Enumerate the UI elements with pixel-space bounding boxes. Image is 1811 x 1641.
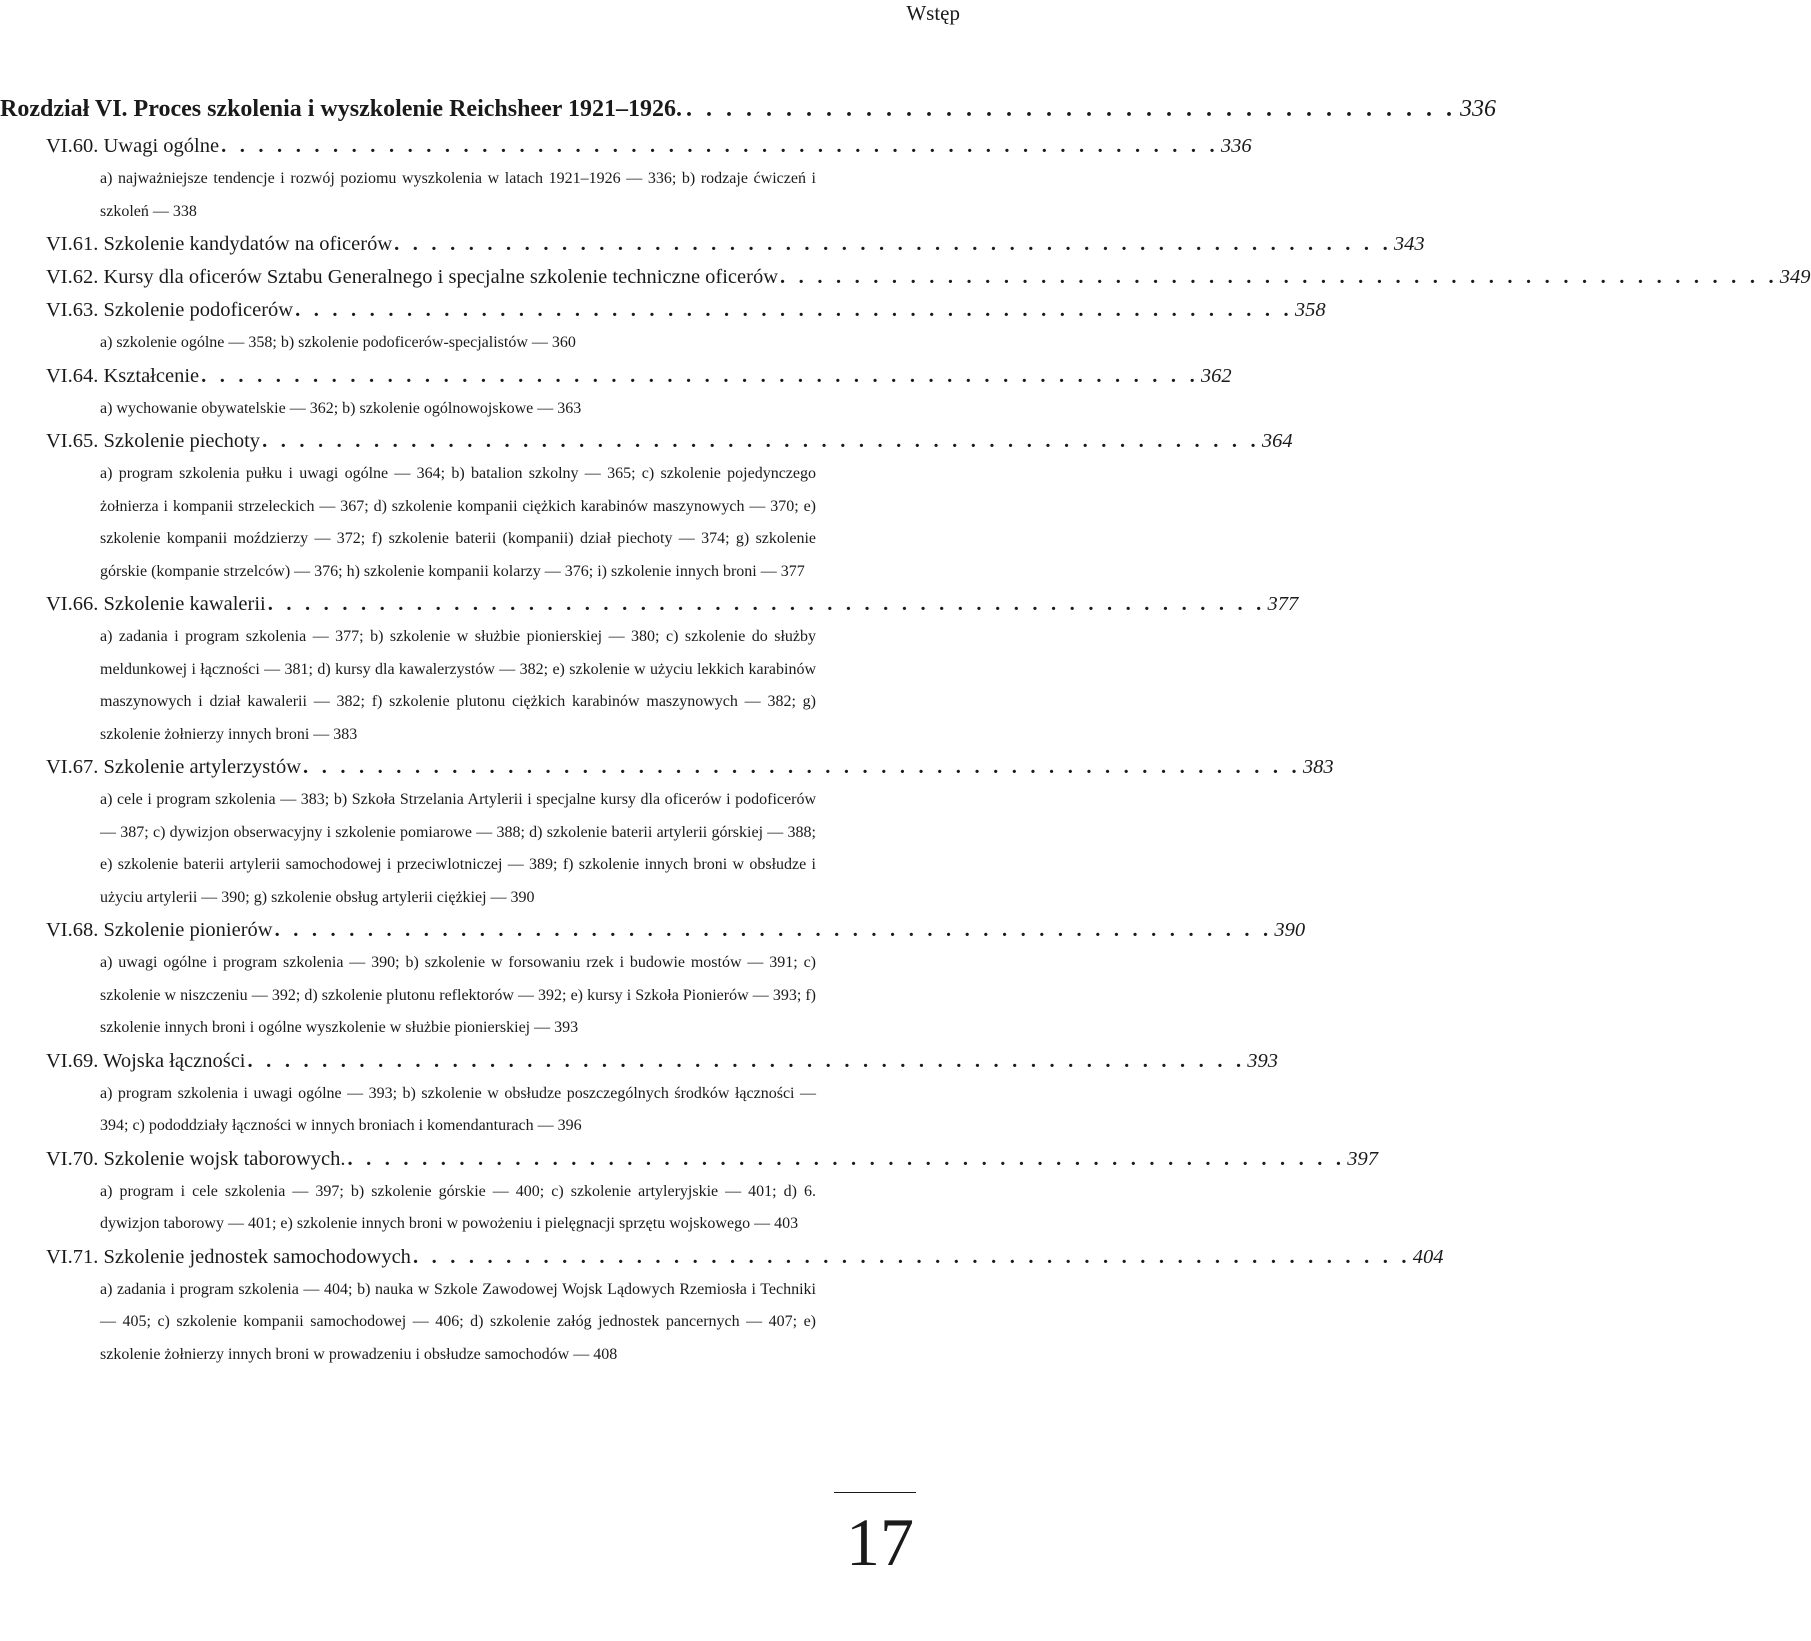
toc-subentries: a) uwagi ogólne i program szkolenia — 390; b) szkolenie w forsowaniu rzek i budowie mostów — 391; c) szkolenie w niszczeniu — 392; d) szkolenie plutonu reflektorów — 392; e) kursy i Szkoła Pionierów — 393; f) szkolenie innych broni i ogólne wyszkolenie w służbie pionierskiej — 393 — [100, 954, 816, 1036]
toc-entry[interactable] — [46, 1143, 1379, 1176]
toc-entry-title: VI.70. Szkolenie wojsk taborowych. — [46, 1147, 346, 1170]
toc-subentries: a) program szkolenia pułku i uwagi ogólne — 364; b) batalion szkolny — 365; c) szkolenie pojedynczego żołnierza i kompanii strzeleckich — 367; d) szkolenie kompanii ciężkich karabinów maszynowych — 370; e) szkolenie kompanii moździerzy — 372; f) szkolenie baterii (kompanii) dział piechoty — 374; g) szkolenie górskie (kompanie strzelców) — 376; h) szkolenie kompanii kolarzy — 376; i) szkolenie innych broni — 377 — [100, 465, 816, 580]
page-number: 17 — [846, 1504, 914, 1580]
toc-entry[interactable] — [46, 261, 1811, 294]
toc-subentries: a) wychowanie obywatelskie — 362; b) szkolenie ogólnowojskowe — 363 — [100, 399, 582, 417]
toc-entry-page-number: 404 — [1412, 1245, 1444, 1268]
toc-entry-title: VI.64. Kształcenie — [46, 364, 200, 387]
toc-entry-page-number: 349 — [1779, 266, 1811, 288]
toc-entry-title: VI.65. Szkolenie piechoty — [46, 430, 261, 452]
dot-leader: . . . . . . . . . . . . . . . . . . . . . . . . . . . . . . . . . . . . . . . . . . . . . . . . . . . . . . — [262, 430, 1260, 452]
toc-entry-page-number: 362 — [1200, 364, 1232, 387]
toc-entry[interactable] — [46, 1045, 1279, 1078]
chapter-title: Rozdział VI. Proces szkolenia i wyszkolenie Reichsheer 1921–1926. — [0, 96, 682, 122]
chapter-heading[interactable] — [0, 96, 1496, 123]
dot-leader: . . . . . . . . . . . . . . . . . . . . . . . . . . . . . . . . . . . . . . . . . . . . . . . . . . . . . . — [780, 266, 1778, 288]
toc-entry-title: VI.66. Szkolenie kawalerii — [46, 593, 266, 615]
toc-subentries: a) zadania i program szkolenia — 404; b) nauka w Szkole Zawodowej Wojsk Lądowych Rzemiosła i Techniki — 405; c) szkolenie kompanii samochodowej — 406; d) szkolenie załóg jednostek pancernych — 407; e) szkolenie żołnierzy innych broni w prowadzeniu i obsłudze samochodów — 408 — [100, 1280, 816, 1363]
toc-entry-title: VI.71. Szkolenie jednostek samochodowych — [46, 1245, 411, 1268]
toc-entry[interactable] — [46, 751, 1334, 784]
chapter-page-number: 336 — [1459, 96, 1496, 122]
toc-entry[interactable] — [46, 588, 1299, 621]
dot-leader: . . . . . . . . . . . . . . . . . . . . . . . . . . . . . . . . . . . . . . . . . . . . . . . . . . . . . . — [394, 233, 1392, 255]
dot-leader: . . . . . . . . . . . . . . . . . . . . . . . . . . . . . . . . . . . . . . . . . . . . . . . . . . . . . . — [247, 1049, 1246, 1072]
dot-leader: . . . . . . . . . . . . . . . . . . . . . . . . . . . . . . . . . . . . . . . . . . . . . . . . . . . . . . — [347, 1147, 1346, 1170]
dot-leader: . . . . . . . . . . . . . . . . . . . . . . . . . . . . . . . . . . . . . . . . . . . . . . . . . . . . . . — [267, 593, 1266, 615]
toc-entry[interactable] — [46, 914, 1306, 947]
toc-entry-page-number: 343 — [1393, 233, 1425, 255]
toc-entry-page-number: 358 — [1294, 299, 1326, 321]
footer-rule — [834, 1492, 916, 1493]
dot-leader: . . . . . . . . . . . . . . . . . . . . . . . . . . . . . . . . . . . . . . . . . . . . . . . . . . . . . . — [303, 756, 1301, 778]
dot-leader: . . . . . . . . . . . . . . . . . . . . . . . . . . . . . . . . . . . . . . . . . . . . . . . . . . . . . . — [295, 299, 1293, 321]
toc-subentries: a) program szkolenia i uwagi ogólne — 393; b) szkolenie w obsłudze poszczególnych środków łączności — 394; c) pododdziały łączności w innych broniach i komendanturach — 396 — [100, 1084, 816, 1134]
toc-entry-page-number: 364 — [1261, 430, 1293, 452]
toc-entry-title: VI.62. Kursy dla oficerów Sztabu Generalnego i specjalne szkolenie techniczne oficerów — [46, 266, 779, 288]
toc-subentries: a) zadania i program szkolenia — 377; b) szkolenie w służbie pionierskiej — 380; c) szkolenie do służby meldunkowej i łączności — 381; d) kursy dla kawalerzystów — 382; e) szkolenie w użyciu lekkich karabinów maszynowych i dział kawalerii — 382; f) szkolenie plutonu ciężkich karabinów maszynowych — 382; g) szkolenie żołnierzy innych broni — 383 — [100, 628, 816, 743]
toc-subentries: a) najważniejsze tendencje i rozwój poziomu wyszkolenia w latach 1921–1926 — 336; b) rodzaje ćwiczeń i szkoleń — 338 — [100, 170, 816, 220]
table-of-contents — [46, 130, 1811, 1371]
toc-entry[interactable] — [46, 228, 1425, 261]
toc-entry-page-number: 383 — [1302, 756, 1334, 778]
dot-leader: . . . . . . . . . . . . . . . . . . . . . . . . . . . . . . . . . . . . . . . — [685, 96, 1456, 122]
toc-entry-page-number: 377 — [1267, 593, 1299, 615]
toc-entry[interactable] — [46, 1241, 1444, 1274]
toc-entry-title: VI.60. Uwagi ogólne — [46, 135, 220, 157]
dot-leader: . . . . . . . . . . . . . . . . . . . . . . . . . . . . . . . . . . . . . . . . . . . . . . . . . . . . . . — [221, 135, 1219, 157]
toc-entry[interactable] — [46, 294, 1326, 327]
toc-entry-title: VI.69. Wojska łączności — [46, 1049, 246, 1072]
toc-entry-page-number: 393 — [1247, 1049, 1279, 1072]
toc-entry[interactable] — [46, 130, 1252, 163]
toc-entry[interactable] — [46, 360, 1232, 393]
running-head: Wstęp — [906, 1, 960, 25]
toc-entry-title: VI.68. Szkolenie pionierów — [46, 919, 273, 941]
toc-subentries: a) cele i program szkolenia — 383; b) Szkoła Strzelania Artylerii i specjalne kursy dla oficerów i podoficerów — 387; c) dywizjon obserwacyjny i szkolenie pomiarowe — 388; d) szkolenie baterii artylerii górskiej — 388; e) szkolenie baterii artylerii samochodowej i przeciwlotniczej — 389; f) szkolenie innych broni w obsłudze i użyciu artylerii — 390; g) szkolenie obsług artylerii ciężkiej — 390 — [100, 791, 816, 906]
dot-leader: . . . . . . . . . . . . . . . . . . . . . . . . . . . . . . . . . . . . . . . . . . . . . . . . . . . . . . — [201, 364, 1199, 387]
dot-leader: . . . . . . . . . . . . . . . . . . . . . . . . . . . . . . . . . . . . . . . . . . . . . . . . . . . . . . — [274, 919, 1273, 941]
toc-subentries: a) program i cele szkolenia — 397; b) szkolenie górskie — 400; c) szkolenie artyleryjskie — 401; d) 6. dywizjon taborowy — 401; e) szkolenie innych broni w powożeniu i pielęgnacji sprzętu wojskowego — 403 — [100, 1182, 816, 1232]
toc-entry[interactable] — [46, 425, 1293, 458]
dot-leader: . . . . . . . . . . . . . . . . . . . . . . . . . . . . . . . . . . . . . . . . . . . . . . . . . . . . . . — [412, 1245, 1411, 1268]
toc-entry-title: VI.61. Szkolenie kandydatów na oficerów — [46, 233, 393, 255]
toc-entry-page-number: 397 — [1347, 1147, 1379, 1170]
toc-entry-title: VI.67. Szkolenie artylerzystów — [46, 756, 302, 778]
toc-subentries: a) szkolenie ogólne — 358; b) szkolenie podoficerów-specjalistów — 360 — [100, 334, 576, 351]
toc-entry-page-number: 336 — [1220, 135, 1252, 157]
toc-entry-title: VI.63. Szkolenie podoficerów — [46, 299, 294, 321]
toc-entry-page-number: 390 — [1274, 919, 1306, 941]
